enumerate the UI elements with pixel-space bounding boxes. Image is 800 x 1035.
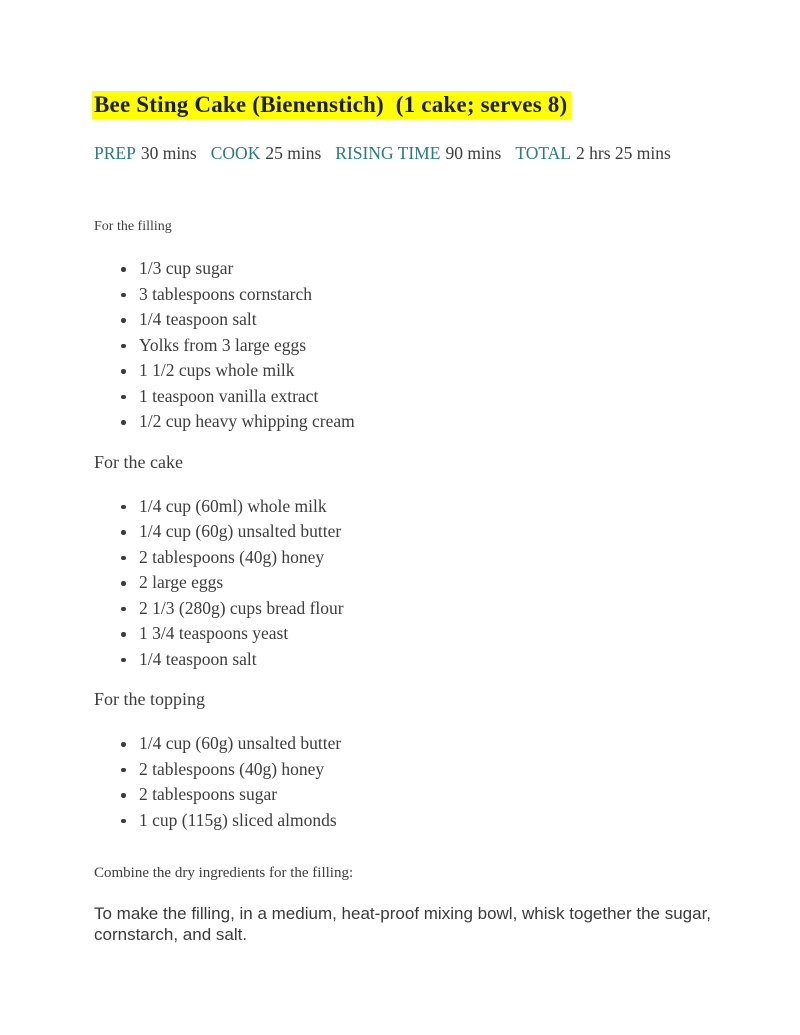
bullet-icon [121,395,126,400]
bullet-icon [121,768,126,773]
page-title [94,92,712,118]
bullet-icon [121,793,126,798]
ingredient-text: 1 3/4 teaspoons yeast [139,623,289,643]
ingredient-text: Yolks from 3 large eggs [139,334,307,355]
bullet-icon [121,658,126,663]
list-item [94,545,712,571]
bullet-icon [121,267,126,272]
ingredient-text: 1 cup (115g) sliced almonds [139,809,337,830]
bullet-icon [121,369,126,374]
ingredient-text: 1/2 cup heavy whipping cream [139,411,355,431]
ingredient-text: 1/3 cup sugar [139,258,234,278]
list-item [94,519,712,545]
ingredient-list-filling [94,256,712,435]
bullet-icon [121,318,126,323]
meta-value: 90 mins [445,143,502,163]
title-highlight: Bee Sting Cake (Bienenstich) (1 cake; serves 8) [92,91,571,119]
list-item [94,409,712,435]
bullet-icon [121,819,126,824]
bullet-icon [121,293,126,298]
ingredient-text: 2 tablespoons sugar [139,784,278,804]
list-item [94,808,712,834]
list-item [94,333,712,359]
list-item [94,384,712,410]
recipe-meta-row [94,143,712,163]
ingredient-text: 1/4 cup (60ml) whole milk [139,495,327,516]
meta-item-prep [94,143,197,163]
ingredient-text: 3 tablespoons cornstarch [139,283,313,304]
bullet-icon [121,556,126,561]
meta-value: 2 hrs 25 mins [576,143,671,163]
ingredient-text: 2 tablespoons (40g) honey [139,546,325,567]
bullet-icon [121,530,126,535]
ingredient-text: 2 large eggs [139,572,224,592]
meta-label: COOK [210,143,261,163]
meta-value: 30 mins [140,143,197,163]
ingredient-text: 1/4 cup (60g) unsalted butter [139,521,342,541]
list-item [94,731,712,757]
ingredient-text: 1/4 teaspoon salt [139,309,257,329]
list-item [94,782,712,808]
step-paragraph: To make the filling, in a medium, heat-proof mixing bowl, whisk together the sugar, cornstarch, and salt. [94,904,712,944]
bullet-icon [121,420,126,425]
meta-item-total [515,143,670,163]
bullet-icon [121,344,126,349]
step-heading: Combine the dry ingredients for the filling: [94,865,354,881]
meta-item-rising-time [335,143,501,163]
ingredient-text: 1/4 cup (60g) unsalted butter [139,733,342,753]
meta-value: 25 mins [265,143,322,163]
list-item [94,358,712,384]
bullet-icon [121,632,126,637]
list-item [94,494,712,520]
ingredient-text: 1 teaspoon vanilla extract [139,385,319,406]
ingredient-list-topping [94,731,712,833]
section-heading-cake: For the cake [94,451,183,472]
list-item [94,647,712,673]
list-item [94,256,712,282]
bullet-icon [121,581,126,586]
ingredient-text: 1 1/2 cups whole milk [139,360,295,380]
meta-item-cook [211,143,322,163]
meta-label: PREP [94,143,136,163]
bullet-icon [121,505,126,510]
list-item [94,621,712,647]
list-item [94,282,712,308]
list-item [94,570,712,596]
list-item [94,307,712,333]
ingredient-list-cake [94,494,712,673]
list-item [94,757,712,783]
ingredient-text: 2 1/3 (280g) cups bread flour [139,597,344,618]
section-heading-topping: For the topping [94,689,205,709]
ingredient-text: 1/4 teaspoon salt [139,648,257,669]
bullet-icon [121,607,126,612]
list-item [94,596,712,622]
bullet-icon [121,742,126,747]
section-heading-filling: For the filling [94,219,172,234]
ingredient-text: 2 tablespoons (40g) honey [139,758,325,779]
meta-label: RISING TIME [335,143,441,163]
meta-label: TOTAL [515,143,571,163]
